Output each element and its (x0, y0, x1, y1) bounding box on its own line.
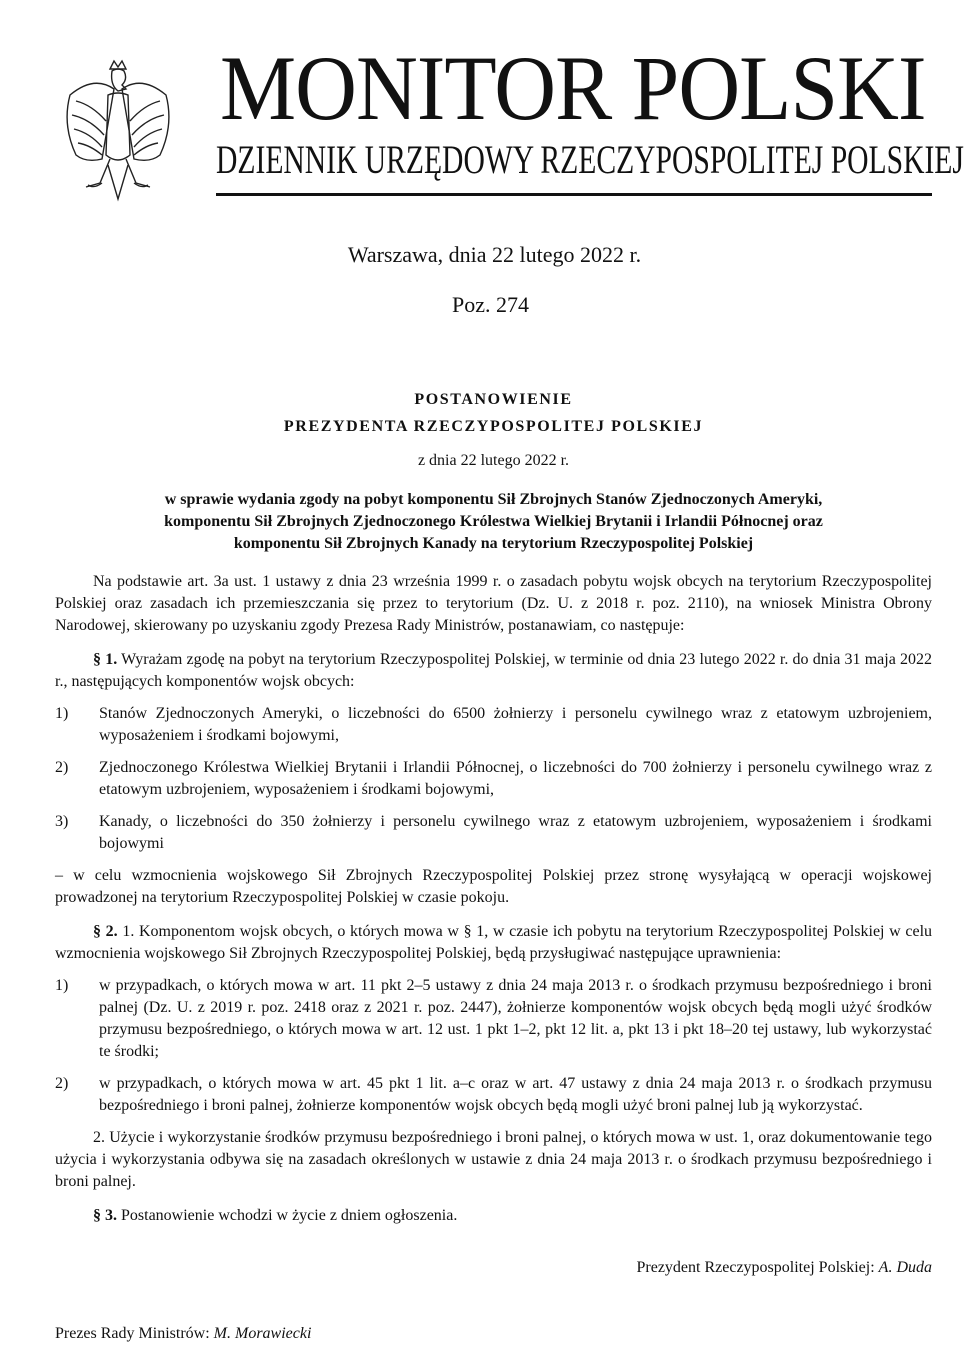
pm-countersignature (55, 1323, 932, 1345)
section-1-closing: – w celu wzmocnienia wojskowego Sił Zbrojnych Rzeczypospolitej Polskiej przez stronę wysyłającą w operacji wojskowej prowadzonej na terytorium Rzeczypospolitej Polskiej w czasie pokoju. (55, 867, 932, 906)
item-text: Zjednoczonego Królestwa Wielkiej Brytanii i Irlandii Północnej, o liczebności do 700 żołnierzy i personelu cywilnego wraz z etatowym uzbrojeniem, wyposażeniem i środkami bojowymi, (99, 759, 932, 798)
masthead-subtitle: DZIENNIK URZĘDOWY RZECZYPOSPOLITEJ POLSKIEJ (216, 137, 964, 182)
signature-name: A. Duda (878, 1259, 932, 1276)
item-number: 2) (55, 1075, 69, 1092)
item-text: w przypadkach, o których mowa w art. 11 pkt 2–5 ustawy z dnia 24 maja 2013 r. o środkach przymusu bezpośredniego i broni palnej (Dz. U. z 2019 r. poz. 2418 oraz z 2021 r. poz. 2447), żołnierze komponentów wojsk obcych będą mogli użyć środków przymusu bezpośredniego, o których mowa w art. 12 ust. 1 pkt 1–2, pkt 12 lit. a, pkt 13 i pkt 18–20 tej ustawy, lub wykorzystać te środki; (99, 977, 932, 1060)
act-subject: w sprawie wydania zgody na pobyt komponentu Sił Zbrojnych Stanów Zjednoczonych Ameryki, komponentu Sił Zbrojnych Zjednoczonego Królestwa Wielkiej Brytanii i Irlandii Północnej oraz komponentu Sił Zbrojnych Kanady na terytorium Rzeczypospolitej Polskiej (164, 491, 823, 552)
act-issuer: PREZYDENTA RZECZYPOSPOLITEJ POLSKIEJ (283, 418, 704, 435)
section-mark: § 3. (93, 1207, 117, 1224)
signature-name: M. Morawiecki (213, 1325, 312, 1342)
item-number: 1) (55, 977, 69, 994)
list-item (55, 975, 932, 1063)
item-number: 2) (55, 759, 69, 776)
section-text: Wyrażam zgodę na pobyt na terytorium Rzeczypospolitej Polskiej, w terminie od dnia 23 lutego 2022 r. do dnia 31 maja 2022 r., następujących komponentów wojsk obcych: (55, 651, 932, 690)
president-signature (55, 1257, 932, 1279)
section-1 (55, 649, 932, 693)
masthead-rule (216, 193, 932, 196)
item-text: w przypadkach, o których mowa w art. 45 pkt 1 lit. a–c oraz w art. 47 ustawy z dnia 24 maja 2013 r. o środkach przymusu bezpośredniego i broni palnej, żołnierze komponentów wojsk obcych będą mogli użyć broni palnej lub ją wykorzystać. (99, 1075, 932, 1114)
act-date: z dnia 22 lutego 2022 r. (417, 452, 570, 469)
act-type: POSTANOWIENIE (414, 391, 573, 408)
polish-eagle-emblem (58, 55, 178, 205)
item-number: 1) (55, 705, 69, 722)
list-item (55, 811, 932, 855)
list-item (55, 757, 932, 801)
section-2 (55, 921, 932, 965)
preamble: Na podstawie art. 3a ust. 1 ustawy z dnia 23 września 1999 r. o zasadach pobytu wojsk obcych na terytorium Rzeczypospolitej Polskiej oraz zasadach ich przemieszczania się przez to terytorium (Dz. U. z 2018 r. poz. 2110), na wniosek Ministra Obrony Narodowej, skierowany po uzyskaniu zgody Prezesa Rady Ministrów, postanawiam, co następuje: (55, 573, 932, 634)
list-item (55, 703, 932, 747)
document-body (55, 389, 932, 1345)
signature-label: Prezydent Rzeczypospolitej Polskiej: (636, 1259, 875, 1276)
section-text: Postanowienie wchodzi w życie z dniem ogłoszenia. (121, 1207, 458, 1224)
section-mark: § 1. (93, 651, 118, 668)
masthead-title: MONITOR POLSKI (220, 37, 926, 139)
item-text: Kanady, o liczebności do 350 żołnierzy i personelu cywilnego wraz z etatowym uzbrojeniem, wyposażeniem i środkami bojowymi (99, 813, 932, 852)
section-text: 1. Komponentom wojsk obcych, o których mowa w § 1, w czasie ich pobytu na terytorium Rzeczypospolitej Polskiej w celu wzmocnienia wojskowego Sił Zbrojnych Rzeczypospolitej Polskiej, będą przysługiwać następujące uprawnienia: (55, 923, 933, 962)
item-number: 3) (55, 813, 69, 830)
section-mark: § 2. (93, 923, 118, 940)
section-3 (55, 1205, 932, 1227)
signature-label: Prezes Rady Ministrów: (55, 1325, 210, 1342)
place-date: Warszawa, dnia 22 lutego 2022 r. (347, 242, 642, 267)
position-number: Poz. 274 (452, 292, 529, 317)
list-item (55, 1073, 932, 1117)
item-text: Stanów Zjednoczonych Ameryki, o liczebności do 6500 żołnierzy i personelu cywilnego wraz z etatowym uzbrojeniem, wyposażeniem i środkami bojowymi, (99, 705, 932, 744)
section-2-paragraph-2: 2. Użycie i wykorzystanie środków przymusu bezpośredniego i broni palnej, o których mowa w ust. 1, oraz dokumentowanie tego użycia i wykorzystania odbywa się na zasadach określonych w ustawie z dnia 24 maja 2013 r. o środkach przymusu bezpośredniego i broni palnej. (55, 1129, 932, 1190)
